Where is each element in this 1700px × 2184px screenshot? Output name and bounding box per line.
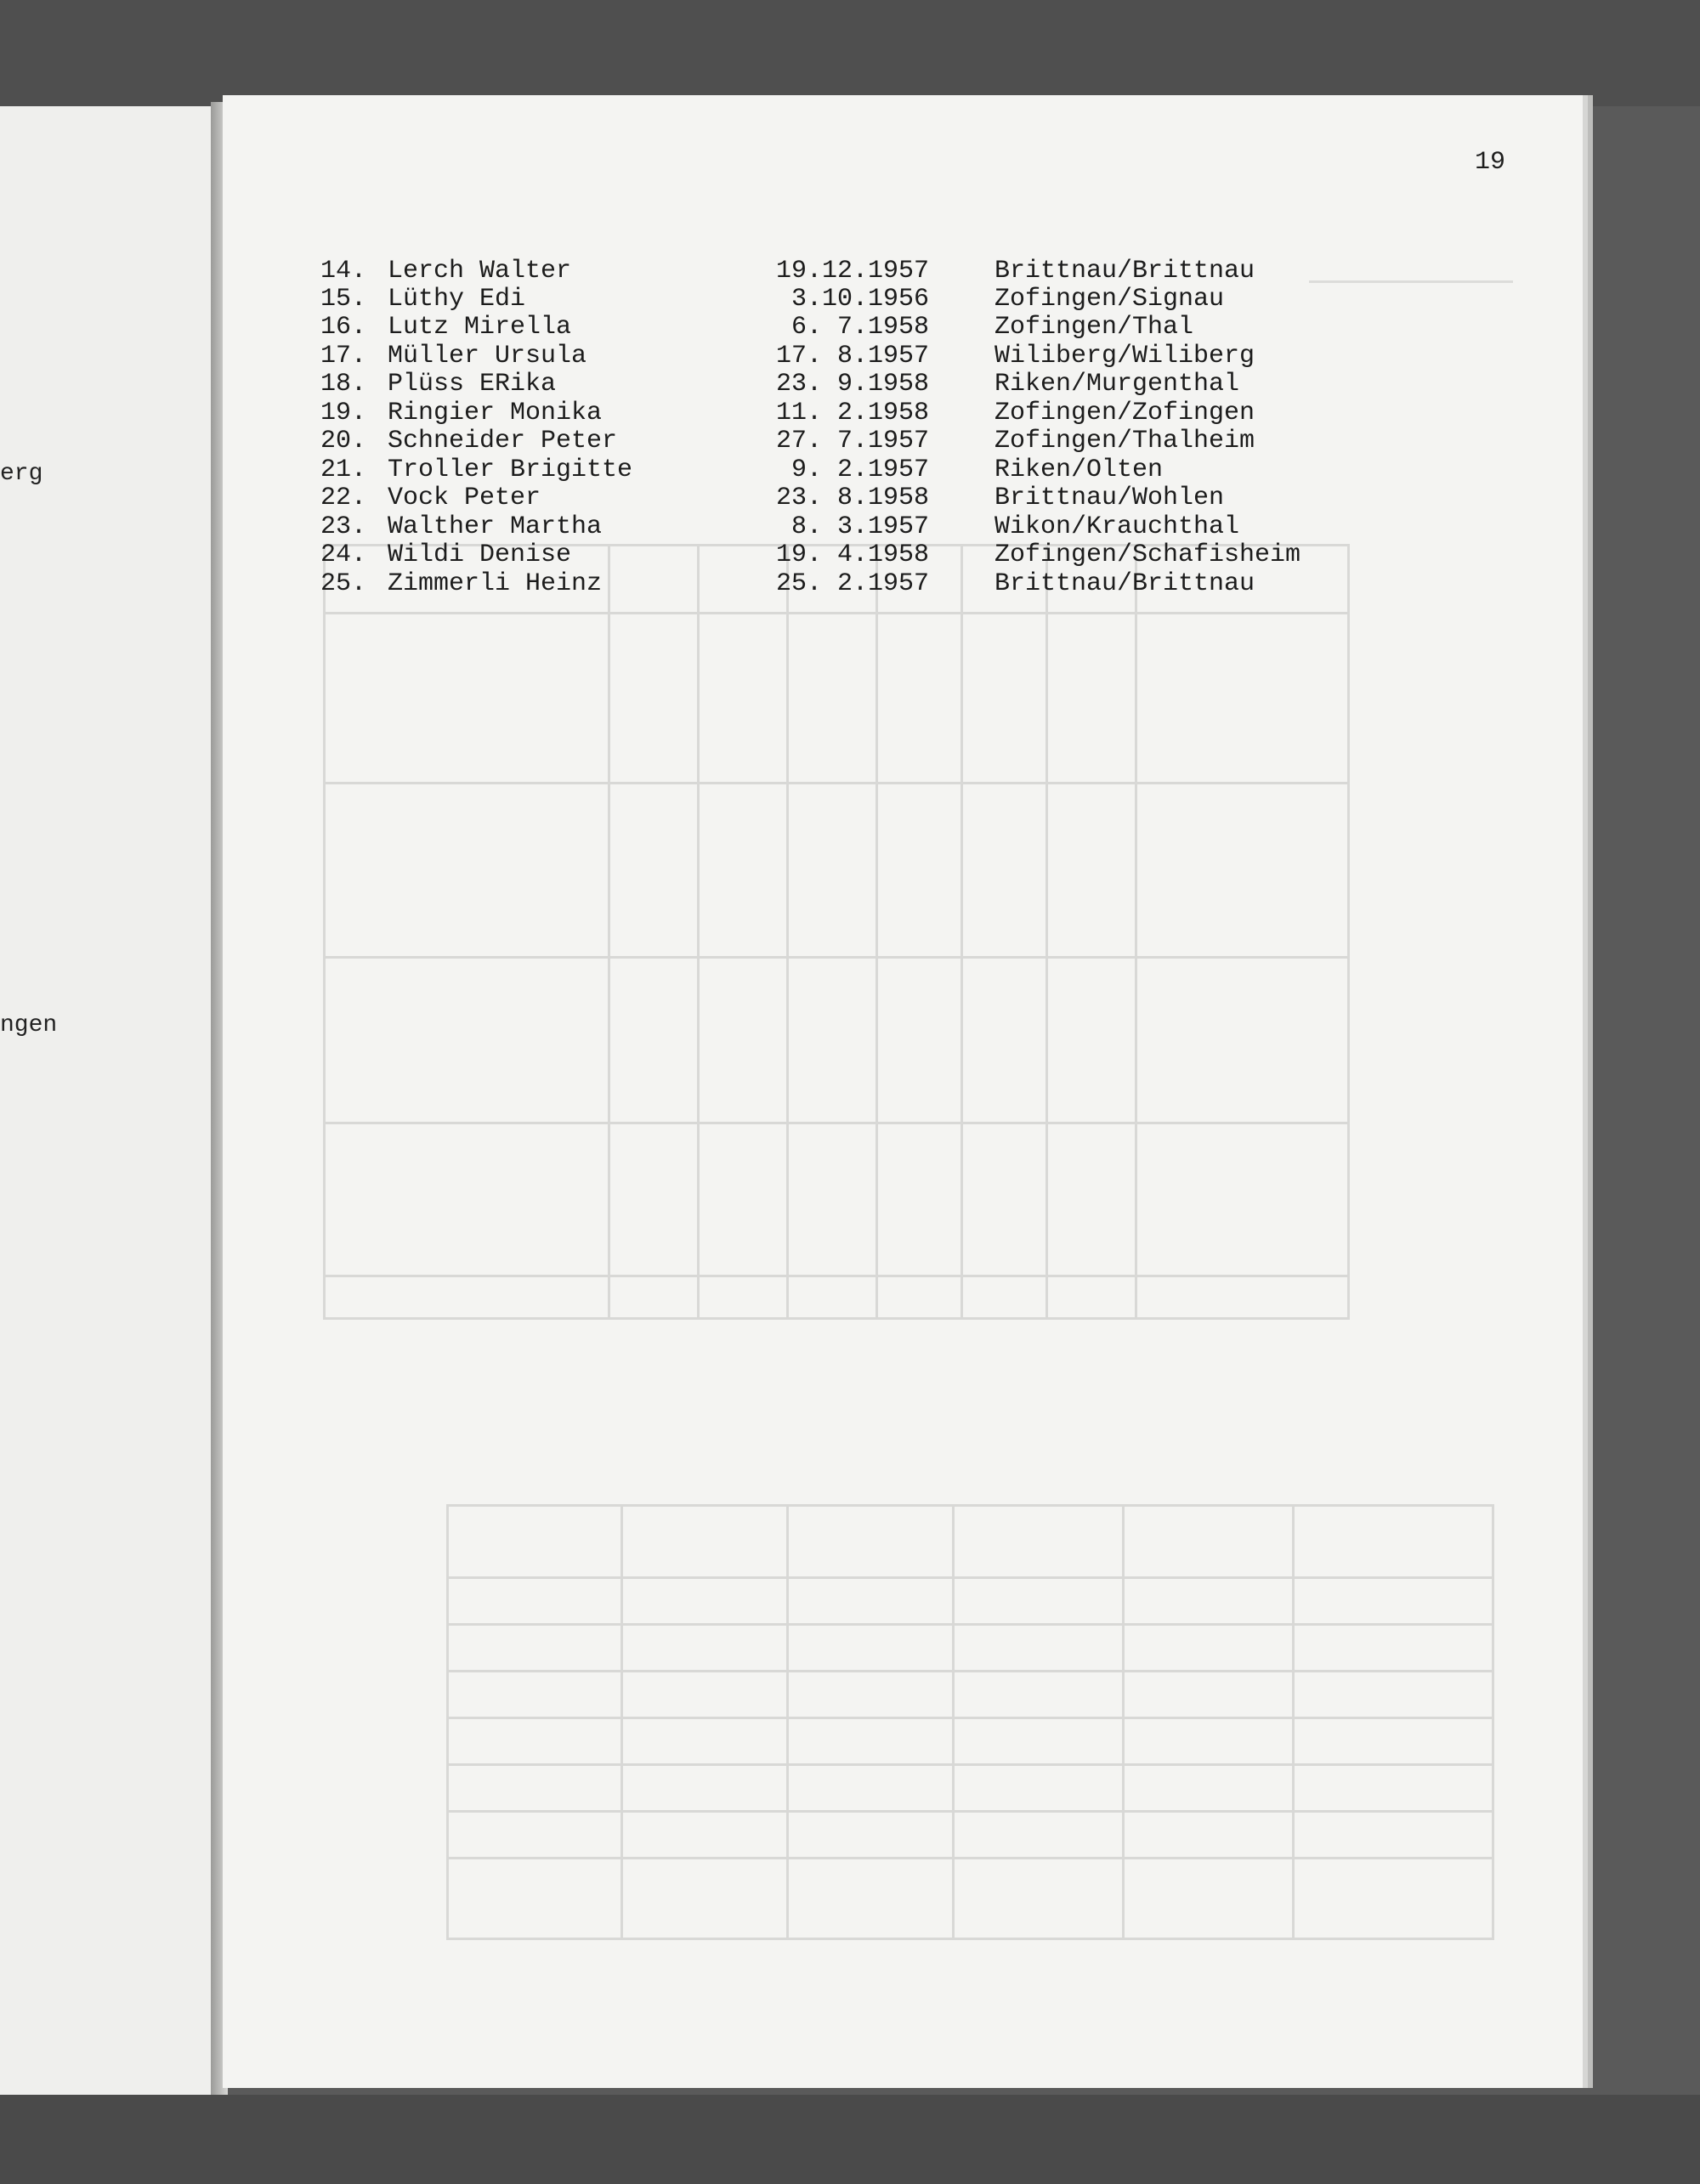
list-item — [0, 342, 1255, 371]
entry-number: 20. — [320, 427, 367, 455]
student-name: Walther Martha — [388, 512, 603, 541]
birth-date: 19.12.1957 — [775, 257, 929, 286]
list-item — [0, 455, 1164, 484]
scan-background-top — [0, 0, 1700, 106]
student-name: Lüthy Edi — [388, 285, 526, 314]
birth-date: 23. 8.1958 — [775, 484, 929, 512]
entry-number: 24. — [320, 540, 367, 569]
residence-origin: Riken/Olten — [994, 455, 1164, 484]
birth-date: 27. 7.1957 — [775, 427, 929, 455]
student-name: Wildi Denise — [388, 540, 572, 569]
entry-number: 16. — [320, 313, 367, 342]
list-item — [0, 285, 1225, 314]
student-name: Zimmerli Heinz — [388, 569, 603, 598]
entry-number: 15. — [320, 285, 367, 314]
student-name: Lutz Mirella — [388, 313, 572, 342]
list-item — [0, 399, 1255, 427]
list-item — [0, 370, 1240, 399]
birth-date: 8. 3.1957 — [790, 512, 929, 541]
birth-date: 19. 4.1958 — [775, 540, 929, 569]
residence-origin: Brittnau/Brittnau — [994, 257, 1255, 286]
list-item — [0, 484, 1225, 512]
student-name: Plüss ERika — [388, 370, 557, 399]
list-item — [0, 540, 1301, 569]
student-name: Vock Peter — [388, 484, 541, 512]
entry-number: 23. — [320, 512, 367, 541]
residence-origin: Brittnau/Brittnau — [994, 569, 1255, 598]
residence-origin: Zofingen/Zofingen — [994, 399, 1255, 427]
entry-number: 25. — [320, 569, 367, 598]
residence-origin: Zofingen/Signau — [994, 285, 1225, 314]
birth-date: 23. 9.1958 — [775, 370, 929, 399]
residence-origin: Wikon/Krauchthal — [994, 512, 1240, 541]
residence-origin: Wiliberg/Wiliberg — [994, 342, 1255, 371]
birth-date: 3.10.1956 — [790, 285, 929, 314]
entry-number: 18. — [320, 370, 367, 399]
show-through-rule — [1309, 280, 1513, 283]
birth-date: 25. 2.1957 — [775, 569, 929, 598]
student-name: Schneider Peter — [388, 427, 618, 455]
entry-number: 22. — [320, 484, 367, 512]
birth-date: 11. 2.1958 — [775, 399, 929, 427]
birth-date: 17. 8.1957 — [775, 342, 929, 371]
entry-number: 21. — [320, 455, 367, 484]
left-page-fragment: erg — [0, 461, 43, 487]
birth-date: 9. 2.1957 — [790, 455, 929, 484]
show-through-table-upper — [323, 544, 1350, 1320]
student-name: Lerch Walter — [388, 257, 572, 286]
entry-number: 17. — [320, 342, 367, 371]
residence-origin: Zofingen/Thalheim — [994, 427, 1255, 455]
list-item — [0, 427, 1255, 455]
left-page-fragment: ngen — [0, 1012, 58, 1038]
student-name: Troller Brigitte — [388, 455, 633, 484]
show-through-table-lower — [446, 1504, 1494, 1940]
entry-number: 19. — [320, 399, 367, 427]
residence-origin: Brittnau/Wohlen — [994, 484, 1225, 512]
student-name: Ringier Monika — [388, 399, 603, 427]
residence-origin: Riken/Murgenthal — [994, 370, 1240, 399]
birth-date: 6. 7.1958 — [790, 313, 929, 342]
page-number: 19 — [1475, 148, 1506, 177]
residence-origin: Zofingen/Thal — [994, 313, 1194, 342]
list-item — [0, 257, 1255, 286]
student-name: Müller Ursula — [388, 342, 587, 371]
list-item — [0, 569, 1255, 598]
entry-number: 14. — [320, 257, 367, 286]
list-item — [0, 512, 1240, 541]
list-item — [0, 313, 1194, 342]
scan-background-bottom — [0, 2095, 1700, 2184]
residence-origin: Zofingen/Schafisheim — [994, 540, 1301, 569]
